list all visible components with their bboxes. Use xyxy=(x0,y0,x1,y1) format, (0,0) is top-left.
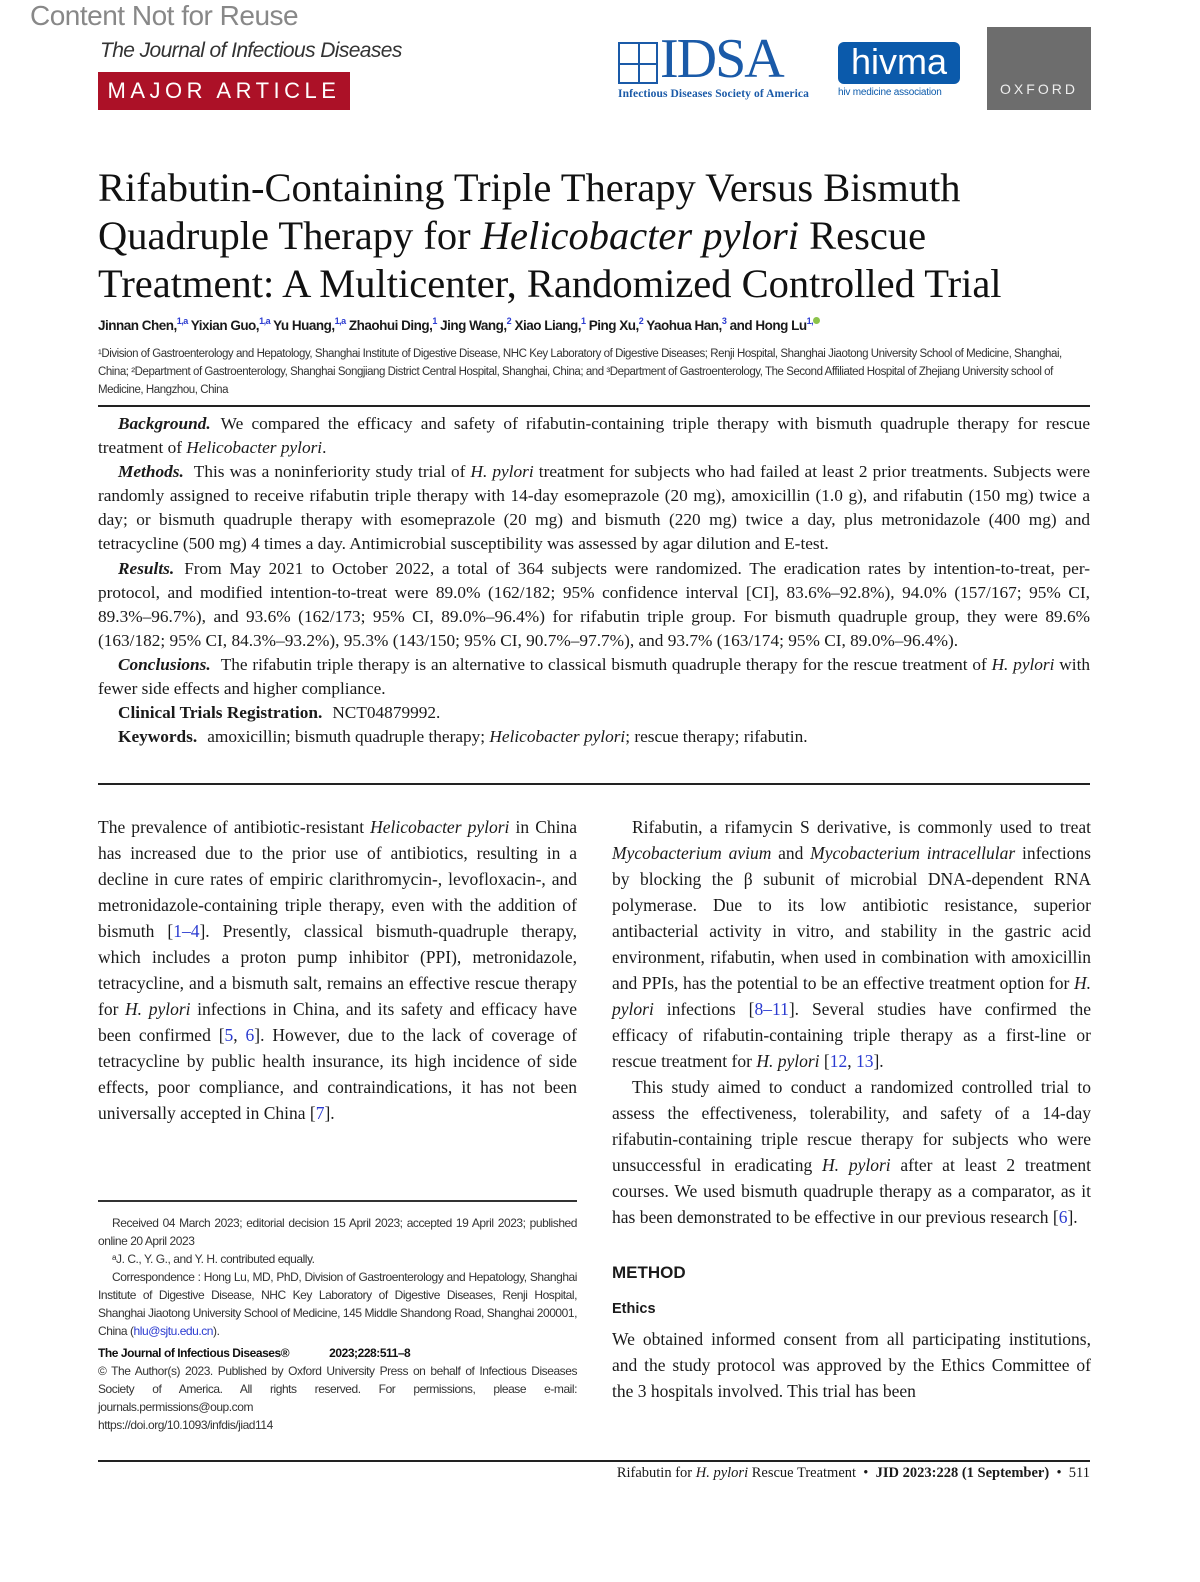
idsa-emblem-icon xyxy=(618,42,658,84)
abstract-section: Keywords. amoxicillin; bismuth quadruple therapy; Helicobacter pylori; rescue therapy; rifabutin. xyxy=(118,727,808,747)
divider xyxy=(98,783,1090,785)
abstract-label: Clinical Trials Registration. xyxy=(118,703,323,723)
hivma-logo xyxy=(838,42,962,100)
abstract-section: Clinical Trials Registration. NCT04879992. xyxy=(118,703,441,723)
doi-link[interactable]: https://doi.org/10.1093/infdis/jiad114 xyxy=(98,1418,273,1432)
affiliations: ¹Division of Gastroenterology and Hepatology, Shanghai Institute of Digestive Disease, NHC Key Laboratory of Digestive Diseases; Renji Hospital, Shanghai Jiaotong University School of Medicine, Shanghai, China; ²Department of Gastroenterology, Shanghai Songjiang District Central Hospital, Shanghai, China; and ³Department of Gastroenterology, The Second Affiliated Hospital of Zhejiang University school of Medicine, Hangzhou, China xyxy=(98,348,1062,396)
citation: 2023;228:511–8 xyxy=(329,1346,411,1360)
footnotes xyxy=(98,1214,577,1434)
citation-link[interactable]: 7 xyxy=(315,1103,325,1123)
abstract-section: Conclusions. The rifabutin triple therapy is an alternative to classical bismuth quadruple therapy for the rescue treatment of H. pylori with fewer side effects and higher compliance. xyxy=(98,654,1091,699)
journal-name: The Journal of Infectious Diseases xyxy=(100,39,402,62)
italic-text: H. pylori xyxy=(470,462,534,482)
abstract xyxy=(98,412,1090,749)
abstract-section: Methods. This was a noninferiority study trial of H. pylori treatment for subjects who had failed at least 2 prior treatments. Subjects were randomly assigned to receive rifabutin triple therapy with 14-day esomeprazole (20 mg), amoxicillin (1.0 g), and rifabutin (150 mg) twice a day; or bismuth quadruple therapy with esomeprazole (20 mg) and bismuth (220 mg) twice a day, plus metronidazole (400 mg) and tetracycline (500 mg) 4 times a day. Antimicrobial susceptibility was assessed by agar dilution and E-test. xyxy=(98,462,1090,554)
citation-link[interactable]: 12 xyxy=(829,1051,848,1071)
author: Xiao Liang,$^1$ xyxy=(514,316,586,333)
citation-link[interactable]: 8–11 xyxy=(754,999,789,1019)
correspondence-email-link[interactable]: hlu@sjtu.edu.cn xyxy=(133,1324,214,1338)
short-title-end: Rescue Treatment xyxy=(748,1465,857,1481)
italic-text: Mycobacterium intracellular xyxy=(810,843,1016,863)
body-paragraph: The prevalence of antibiotic-resistant Helicobacter pylori in China has increased due to the prior use of antibiotics, resulting in a decline in cure rates of empiric clarithromycin-, levofloxacin-, and metronidazole-containing triple therapy, even with the addition of bismuth [1–4]. Presently, classical bismuth-quadruple therapy, which includes a proton pump inhibitor (PPI), metronidazole, tetracycline, and a bismuth salt, remains an effective rescue therapy for H. pylori infections in China, and its safety and efficacy have been confirmed [5, 6]. However, due to the lack of coverage of tetracycline by public health insurance, its high incidence of side effects, poor compliance, and contraindications, it has not been universally accepted in China [7]. xyxy=(98,817,577,1123)
abstract-label: Results. xyxy=(118,558,175,578)
author: Yu Huang,$^{1,a}$ xyxy=(273,316,346,333)
abstract-section: Results. From May 2021 to October 2022, a total of 364 subjects were randomized. The eradication rates by intention-to-treat, per-protocol, and modified intention-to-treat were 89.0% (162/182; 95% confidence interval [CI], 83.6%–92.8%), 94.0% (157/167; 95% CI, 89.3%–96.7%), and 93.6% (162/173; 95% CI, 89.0%–96.4%) for rifabutin triple group. For bismuth quadruple group, they were 89.6% (163/182; 95% CI, 84.3%–93.2%), 95.3% (143/150; 95% CI, 90.7%–97.7%), and 93.7% (163/174; 95% CI, 89.0%–96.4%). xyxy=(98,558,1090,650)
citation-link[interactable]: 6 xyxy=(245,1025,255,1045)
footer-divider xyxy=(98,1460,1090,1462)
body-column-right xyxy=(612,814,1091,1404)
affiliation-marker: 1,a xyxy=(176,316,188,326)
citation-link[interactable]: 1–4 xyxy=(173,921,200,941)
equal-contribution-note: ᵃJ. C., Y. G., and Y. H. contributed equally. xyxy=(112,1252,315,1266)
body-paragraph: Rifabutin, a rifamycin S derivative, is commonly used to treat Mycobacterium avium and Mycobacterium intracellular infections by blocking the β subunit of microbial DNA-dependent RNA polymerase. Due to its low antibiotic resistance, superior antibacterial activity in vitro, and stability in the gastric acid environment, rifabutin, when used in combination with amoxicillin and PPIs, has the potential to be an effective treatment option for H. pylori infections [8–11]. Several studies have confirmed the efficacy of rifabutin-containing triple therapy as a first-line or rescue treatment for H. pylori [12, 13]. xyxy=(612,817,1091,1071)
idsa-wordmark: IDSA xyxy=(660,28,783,90)
body-column-left xyxy=(98,814,577,1434)
abstract-label: Conclusions. xyxy=(118,654,211,674)
short-title-italic: H. pylori xyxy=(695,1465,749,1481)
watermark: Content Not for Reuse xyxy=(30,0,299,31)
idsa-logo xyxy=(618,28,828,102)
hivma-wordmark: hivma xyxy=(838,42,960,84)
citation-link[interactable]: 13 xyxy=(855,1051,874,1071)
italic-text: Helicobacter pylori xyxy=(489,727,626,747)
footnote-area xyxy=(98,1180,577,1434)
copyright: © The Author(s) 2023. Published by Oxford University Press on behalf of Infectious Diseases Society of America. All rights reserved. For permissions, please e-mail: journals.permissions@oup.com xyxy=(98,1364,577,1414)
article-type-badge: MAJOR ARTICLE xyxy=(98,72,350,110)
citation-link[interactable]: 6 xyxy=(1058,1207,1068,1227)
italic-text: Mycobacterium avium xyxy=(612,843,772,863)
author-list xyxy=(98,316,1098,336)
italic-text: H. pylori xyxy=(756,1051,820,1071)
italic-text: Helicobacter pylori xyxy=(370,817,510,837)
orcid-icon[interactable] xyxy=(813,317,820,324)
affiliation-marker: 1, xyxy=(806,316,814,326)
affiliation-marker: 1,a xyxy=(334,316,346,326)
journal-reference: JID 2023:228 (1 September) xyxy=(875,1465,1050,1481)
correspondence xyxy=(98,1268,577,1340)
italic-text: H. pylori xyxy=(991,654,1055,674)
author: Yaohua Han,$^3$ xyxy=(646,316,727,333)
author: Ping Xu,$^2$ xyxy=(588,316,644,333)
oxford-logo: OXFORD xyxy=(987,27,1091,110)
article-title: Rifabutin-Containing Triple Therapy Versus Bismuth Quadruple Therapy for Helicobacter pylori Rescue Treatment: A Multicenter, Randomized Controlled Trial xyxy=(98,165,1002,306)
hivma-subtitle: hiv medicine association xyxy=(838,87,942,98)
abstract-label: Background. xyxy=(118,414,211,433)
abstract-label: Methods. xyxy=(118,462,184,482)
body-paragraph: This study aimed to conduct a randomized controlled trial to assess the effectiveness, tolerability, and safety of a 14-day rifabutin-containing triple rescue therapy for subjects who were unsuccessful in eradicating H. pylori after at least 2 treatment courses. We used bismuth quadruple therapy as a comparator, as it has been demonstrated to be effective in our previous research [6]. xyxy=(612,1077,1091,1227)
body-paragraph: We obtained informed consent from all participating institutions, and the study protocol was approved by the Ethics Committee of the 3 hospitals involved. This trial has been xyxy=(612,1329,1091,1401)
author: Jinnan Chen,$^{1,a}$ xyxy=(98,316,188,333)
italic-text: H. pylori xyxy=(822,1155,891,1175)
correspondence-text: Correspondence : Hong Lu, MD, PhD, Division of Gastroenterology and Hepatology, Shanghai Institute of Digestive Disease, NHC Key Laboratory of Digestive Diseases, Renji Hospital, Shanghai Jiaotong University School of Medicine, 145 Middle Shandong Road, Shanghai 200001, China ( xyxy=(98,1270,577,1338)
page-number: 511 xyxy=(1068,1465,1090,1481)
subsection-heading: Ethics xyxy=(612,1301,656,1317)
italic-text: Helicobacter pylori xyxy=(186,438,323,458)
section-heading: METHOD xyxy=(612,1263,686,1282)
footnote-divider xyxy=(98,1200,577,1202)
citation-link[interactable]: 5 xyxy=(224,1025,234,1045)
received-dates: Received 04 March 2023; editorial decision 15 April 2023; accepted 19 April 2023; published online 20 April 2023 xyxy=(98,1216,577,1248)
author: Zhaohui Ding,$^1$ xyxy=(348,316,437,333)
divider xyxy=(98,405,1090,407)
italic-text: H. pylori xyxy=(612,973,1091,1019)
affiliation-marker: 3 xyxy=(721,316,727,326)
abstract-label: Keywords. xyxy=(118,727,198,747)
affiliation-marker: 1 xyxy=(432,316,437,326)
running-footer: Rifabutin for H. pylori Rescue Treatment • JID 2023:228 (1 September) • 511 xyxy=(616,1465,1090,1481)
short-title: Rifabutin for xyxy=(616,1465,696,1481)
affiliation-marker: 1,a xyxy=(259,316,271,326)
author: Yixian Guo,$^{1,a}$ xyxy=(190,316,271,333)
affiliation-marker: 2 xyxy=(506,316,512,326)
italic-text: H. pylori xyxy=(125,999,191,1019)
correspondence-end: ). xyxy=(213,1324,220,1338)
author: Jing Wang,$^2$ xyxy=(440,316,512,333)
journal-citation xyxy=(98,1344,577,1362)
abstract-section: Background. We compared the efficacy and safety of rifabutin-containing triple therapy with bismuth quadruple therapy for rescue treatment of Helicobacter pylori. xyxy=(98,414,1090,458)
italic-text: Helicobacter pylori xyxy=(480,213,800,258)
journal-title: The Journal of Infectious Diseases® xyxy=(98,1346,290,1360)
idsa-subtitle: Infectious Diseases Society of America xyxy=(618,88,809,100)
affiliation-marker: 2 xyxy=(638,316,644,326)
author: and Hong $Lu^{1,}$ xyxy=(730,318,821,333)
affiliation-marker: 1 xyxy=(580,316,586,326)
